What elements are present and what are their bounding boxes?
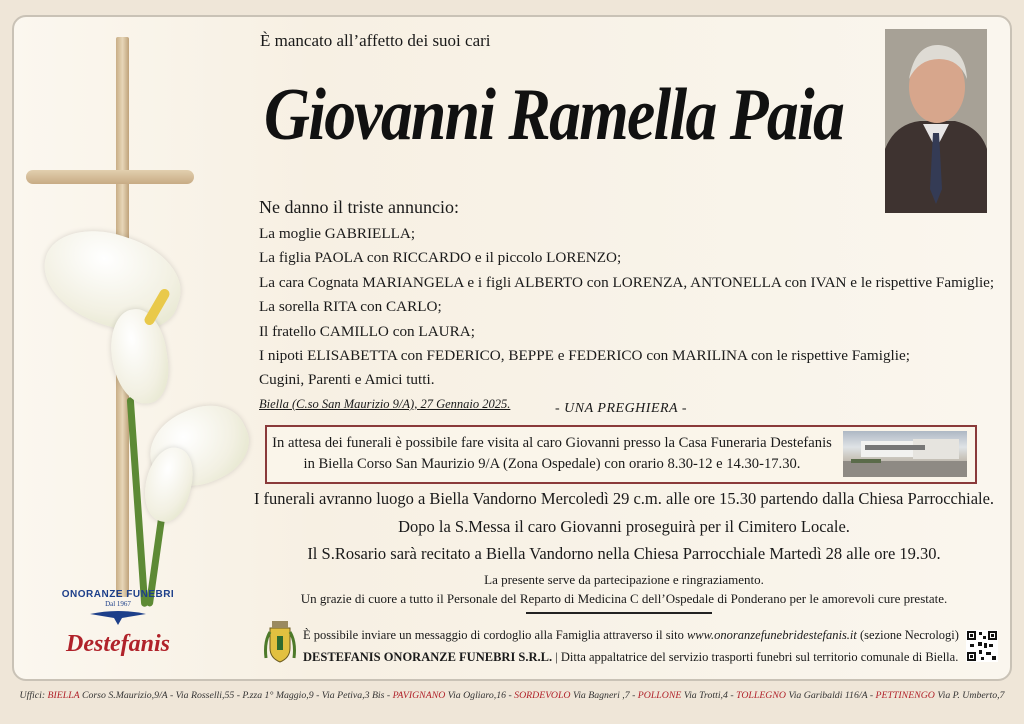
family-line: La figlia PAOLA con RICCARDO e il piccolo LORENZO;	[259, 249, 622, 267]
thanks-line: Un grazie di cuore a tutto il Personale del Reparto di Medicina C dell’Ospedale di Ponderano per le amorevoli cure prestate.	[300, 591, 948, 606]
family-line: La moglie GABRIELLA;	[259, 225, 416, 242]
deceased-name: Giovanni Ramella Paia	[264, 74, 844, 156]
portrait-illustration	[885, 29, 987, 213]
building-illustration	[843, 431, 967, 477]
funeral-line: I funerali avranno luogo a Biella Vandorno Mercoledì 29 c.m. alle ore 15.30 partendo dalla Chiesa Parrocchiale.	[253, 489, 995, 508]
family-line: I nipoti ELISABETTA con FEDERICO, BEPPE e FEDERICO con MARILINA con le rispettive Famiglie;	[259, 347, 910, 365]
funeral-line: Dopo la S.Messa il caro Giovanni proseguirà per il Cimitero Locale.	[398, 516, 850, 536]
funeral-line: Il S.Rosario sarà recitato a Biella Vandorno nella Chiesa Parrocchiale Martedì 28 alle ore 19.30.	[307, 544, 941, 563]
logo-since: Dal 1967	[105, 600, 131, 608]
visit-line: In attesa dei funerali è possibile fare visita al caro Giovanni presso la Casa Funeraria Destefanis	[272, 435, 832, 451]
family-list	[259, 222, 994, 393]
qr-code-icon[interactable]	[966, 630, 998, 662]
office-address: Via P. Umberto,7	[937, 690, 1005, 701]
obituary-card	[12, 15, 1012, 681]
company-line	[303, 650, 958, 665]
intro-line: È mancato all’affetto dei suoi cari	[260, 31, 491, 50]
family-line: Il fratello CAMILLO con LAURA;	[259, 322, 475, 340]
offices-bar	[0, 690, 1024, 701]
announce-title: Ne danno il triste annuncio:	[259, 197, 459, 217]
divider	[526, 612, 712, 614]
office-city: POLLONE	[637, 690, 682, 701]
family-line: La sorella RITA con CARLO;	[259, 298, 442, 316]
deceased-photo	[885, 29, 987, 213]
company-description: | Ditta appaltatrice del servizio trasporti funebri sul territorio comunale di Biella.	[552, 650, 959, 664]
logo-emblem-icon	[88, 610, 148, 626]
visit-line: in Biella Corso San Maurizio 9/A (Zona Ospedale) con orario 8.30-12 e 14.30-17.30.	[303, 456, 801, 472]
office-address: Corso S.Maurizio,9/A - Via Rosselli,55 - P.zza 1° Maggio,9 - Via Petiva,3 Bis -	[81, 690, 391, 701]
family-line: Cugini, Parenti e Amici tutti.	[259, 371, 435, 389]
office-city: SORDEVOLO	[514, 690, 571, 701]
family-line: La cara Cognata MARIANGELA e i figli ALBERTO con LORENZA, ANTONELLA con IVAN e le rispettive Famiglie;	[259, 273, 995, 291]
company-name: DESTEFANIS ONORANZE FUNEBRI S.R.L.	[303, 650, 553, 664]
visit-notice-text	[267, 433, 837, 475]
city-crest-icon	[262, 618, 298, 666]
funeral-home-photo	[843, 431, 967, 477]
cross-horizontal-beam	[26, 170, 194, 184]
thanks-text	[249, 570, 999, 608]
office-city: PAVIGNANO	[392, 690, 446, 701]
office-city: TOLLEGNO	[736, 690, 786, 701]
office-address: Via Ogliaro,16 -	[447, 690, 512, 701]
calla-lily-flower	[32, 216, 193, 345]
website-link[interactable]: www.onoranzefunebridestefanis.it	[686, 628, 857, 642]
prayer-link[interactable]: - UNA PREGHIERA -	[555, 401, 688, 416]
logo-tagline: ONORANZE FUNEBRI	[61, 589, 175, 600]
visit-notice-box	[265, 425, 977, 484]
condolence-prefix: È possibile inviare un messaggio di cordoglio alla Famiglia attraverso il sito	[303, 628, 684, 642]
office-address: Via Bagneri ,7 -	[572, 690, 636, 701]
place-date: Biella (C.so San Maurizio 9/A), 27 Gennaio 2025.	[259, 397, 511, 411]
condolence-suffix: (sezione Necrologi)	[860, 628, 959, 642]
thanks-line: La presente serve da partecipazione e ringraziamento.	[484, 572, 764, 587]
funeral-info	[249, 485, 999, 568]
office-city: PETTINENGO	[875, 690, 935, 701]
logo-name: Destefanis	[66, 631, 170, 657]
office-address: Via Garibaldi 116/A -	[788, 690, 874, 701]
company-logo	[28, 589, 208, 669]
office-city: BIELLA	[47, 690, 80, 701]
office-address: Via Trotti,4 -	[683, 690, 734, 701]
condolence-message	[303, 628, 959, 643]
offices-label: Uffici:	[19, 690, 46, 701]
